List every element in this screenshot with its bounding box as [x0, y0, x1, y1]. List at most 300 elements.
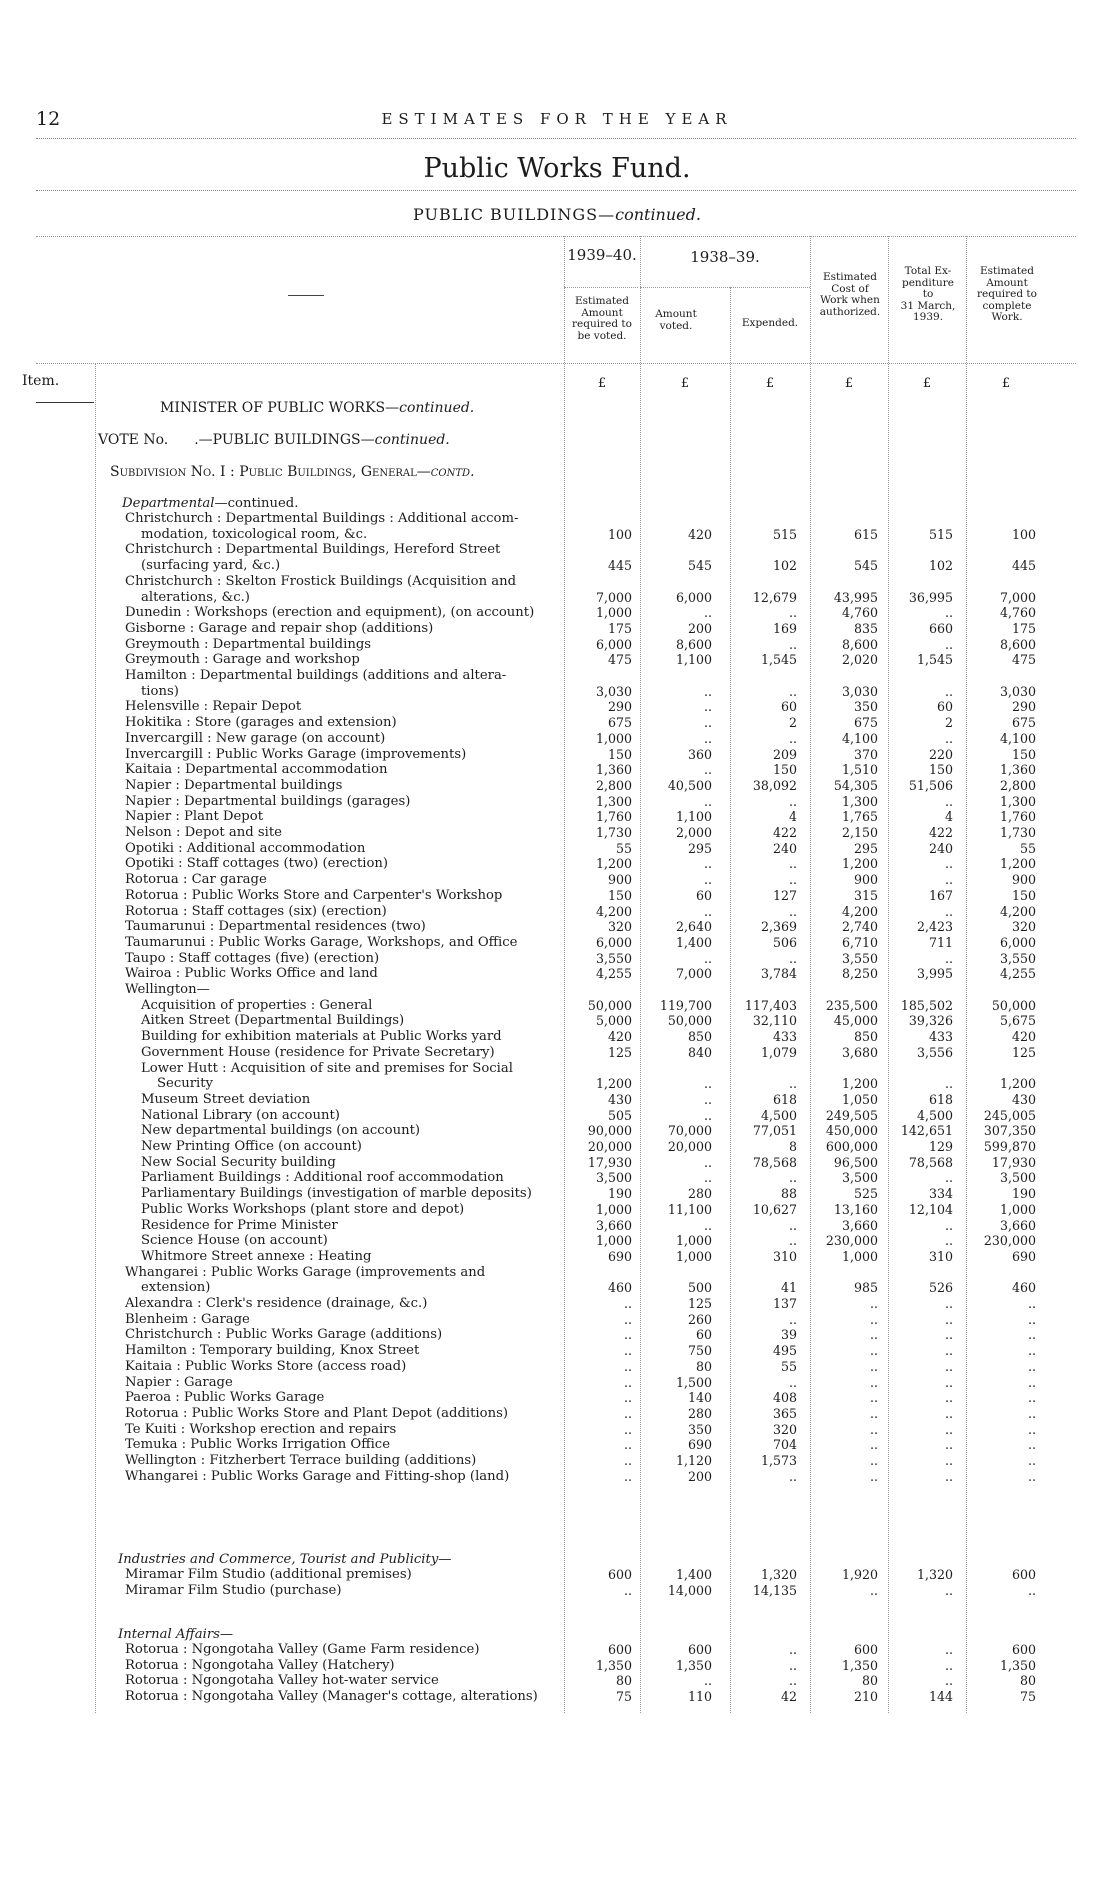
row-value: ..: [623, 1582, 632, 1598]
row-value: 3,500: [841, 1170, 878, 1186]
row-value: 5,000: [595, 1013, 632, 1029]
row-value: ..: [869, 1453, 878, 1468]
header-rule: [36, 138, 1076, 139]
row-description: Aitken Street (Departmental Buildings): [141, 1013, 405, 1029]
row-value: 1,300: [999, 793, 1036, 809]
row-value: 1,350: [999, 1657, 1036, 1673]
row-value: ..: [788, 903, 797, 919]
row-value: ..: [703, 699, 712, 715]
row-value: 430: [607, 1091, 632, 1107]
row-description: Napier : Plant Depot: [125, 809, 263, 825]
row-value: ..: [703, 1107, 712, 1123]
row-description: Rotorua : Ngongotaha Valley hot-water service: [125, 1673, 439, 1689]
row-description: Te Kuiti : Workshop erection and repairs: [125, 1421, 397, 1437]
row-value: 1,350: [675, 1657, 712, 1673]
row-value: 150: [607, 746, 632, 762]
row-value: 150: [1011, 887, 1036, 903]
row-value: ..: [944, 1311, 953, 1327]
row-description: Invercargill : New garage (on account): [125, 730, 386, 746]
row-value: 43,995: [833, 589, 878, 605]
row-value: 2: [944, 715, 953, 731]
row-value: ..: [869, 1437, 878, 1453]
row-value: ..: [703, 1091, 712, 1107]
row-value: 40,500: [667, 777, 712, 793]
col-estimated-cost-header: Estimated Cost of Work when authorized.: [819, 271, 881, 318]
row-value: 1,120: [675, 1453, 712, 1468]
row-value: 17,930: [587, 1154, 632, 1170]
row-value: 3,550: [595, 950, 632, 966]
row-value: 150: [772, 762, 797, 778]
row-value: 3,550: [841, 950, 878, 966]
row-value: 235,500: [825, 997, 878, 1013]
row-value: 2,000: [675, 825, 712, 840]
row-value: 1,000: [675, 1248, 712, 1264]
row-value: 3,660: [595, 1217, 632, 1233]
row-value: 1,100: [675, 652, 712, 668]
row-value: 515: [928, 526, 953, 542]
column-header-bottom-rule: [36, 363, 1076, 364]
row-value: 545: [687, 558, 712, 574]
row-value: 6,000: [595, 934, 632, 950]
row-value: 515: [772, 526, 797, 542]
row-value: 4: [944, 809, 953, 825]
row-value: 4,200: [595, 903, 632, 919]
row-value: 3,680: [841, 1044, 878, 1060]
row-description: Museum Street deviation: [141, 1091, 311, 1107]
row-value: ..: [944, 856, 953, 872]
row-value: 240: [772, 840, 797, 856]
row-value: 3,784: [760, 966, 797, 982]
row-value: 460: [607, 1280, 632, 1296]
row-value: ..: [944, 1296, 953, 1311]
year-a-rule: [564, 287, 638, 288]
row-value: ..: [944, 1217, 953, 1233]
row-value: 4: [788, 809, 797, 825]
row-value: ..: [1027, 1296, 1036, 1311]
row-value: ..: [869, 1343, 878, 1359]
row-description: Science House (on account): [141, 1233, 328, 1249]
row-value: ..: [788, 1374, 797, 1390]
row-value: 1,300: [595, 793, 632, 809]
row-value: 60: [695, 1327, 712, 1343]
row-value: 1,000: [595, 1233, 632, 1249]
page-number: 12: [36, 108, 61, 130]
row-value: 1,000: [675, 1233, 712, 1249]
row-value: 1,200: [841, 1076, 878, 1092]
internal-affairs-heading: Internal Affairs—: [118, 1627, 234, 1642]
col-expended-header: Expended.: [741, 317, 799, 329]
subdivision-heading: Subdivision No. I : Public Buildings, General—contd.: [110, 464, 475, 480]
row-value: 900: [607, 872, 632, 888]
row-value: 307,350: [983, 1123, 1036, 1139]
row-value: 350: [687, 1421, 712, 1437]
row-description: National Library (on account): [141, 1107, 340, 1123]
row-description: Public Works Workshops (plant store and depot): [141, 1201, 465, 1217]
row-value: 310: [772, 1248, 797, 1264]
row-value: 2,150: [841, 825, 878, 840]
row-value: 430: [1011, 1091, 1036, 1107]
row-value: 60: [936, 699, 953, 715]
row-value: 8,600: [841, 636, 878, 652]
row-description: Miramar Film Studio (additional premises): [125, 1567, 412, 1582]
row-value: ..: [703, 950, 712, 966]
row-value: ..: [869, 1296, 878, 1311]
row-value: 6,000: [595, 636, 632, 652]
row-value: 690: [687, 1437, 712, 1453]
row-value: 80: [615, 1673, 632, 1689]
row-description: Residence for Prime Minister: [141, 1217, 338, 1233]
row-value: 840: [687, 1044, 712, 1060]
row-description: Dunedin : Workshops (erection and equipment), (on account): [125, 605, 535, 621]
row-description: Taupo : Staff cottages (five) (erection): [125, 950, 380, 966]
row-value: 526: [928, 1280, 953, 1296]
row-value: ..: [703, 762, 712, 778]
row-description: Rotorua : Staff cottages (six) (erection): [125, 903, 387, 919]
row-value: ..: [944, 1421, 953, 1437]
row-value: 117,403: [744, 997, 797, 1013]
row-value: 545: [853, 558, 878, 574]
row-description: Napier : Departmental buildings (garages): [125, 793, 411, 809]
row-value: 4,200: [841, 903, 878, 919]
row-value: 2,740: [841, 919, 878, 935]
row-value: 167: [928, 887, 953, 903]
row-value: 660: [928, 620, 953, 636]
row-description: Hamilton : Departmental buildings (additions and altera-: [125, 668, 507, 683]
row-value: 850: [687, 1029, 712, 1045]
row-value: 129: [928, 1139, 953, 1154]
row-value: 850: [853, 1029, 878, 1045]
row-value: 475: [1011, 652, 1036, 668]
row-value: 230,000: [983, 1233, 1036, 1249]
row-value: 615: [853, 526, 878, 542]
row-value: ..: [944, 1657, 953, 1673]
row-value: 1,350: [595, 1657, 632, 1673]
row-value: ..: [944, 683, 953, 699]
row-value: 3,550: [999, 950, 1036, 966]
row-value: 13,160: [833, 1201, 878, 1217]
row-description: Building for exhibition materials at Public Works yard: [141, 1029, 502, 1045]
row-description: Helensville : Repair Depot: [125, 699, 302, 715]
row-value: 4,760: [999, 605, 1036, 621]
row-value: 422: [772, 825, 797, 840]
row-value: 150: [928, 762, 953, 778]
row-value: 280: [687, 1405, 712, 1421]
row-value: 1,350: [841, 1657, 878, 1673]
row-value: ..: [869, 1358, 878, 1374]
row-value: 420: [607, 1029, 632, 1045]
row-value: 1,730: [595, 825, 632, 840]
col-amount-voted-header: Amount voted.: [655, 308, 697, 332]
row-value: 8: [788, 1139, 797, 1154]
row-value: ..: [788, 683, 797, 699]
row-value: 125: [607, 1044, 632, 1060]
row-description: Blenheim : Garage: [125, 1311, 250, 1327]
title-rule: [36, 190, 1076, 191]
row-value: 495: [772, 1343, 797, 1359]
row-value: ..: [703, 903, 712, 919]
row-description: Parliament Buildings : Additional roof accommodation: [141, 1170, 504, 1186]
row-value: 10,627: [752, 1201, 797, 1217]
row-value: 1,730: [999, 825, 1036, 840]
row-description: Rotorua : Ngongotaha Valley (Hatchery): [125, 1657, 395, 1673]
row-value: 365: [772, 1405, 797, 1421]
row-value: 185,502: [900, 997, 953, 1013]
row-value: 51,506: [908, 777, 953, 793]
row-value: 1,200: [595, 856, 632, 872]
row-value: ..: [1027, 1453, 1036, 1468]
row-value: 1,545: [916, 652, 953, 668]
row-value: 1,760: [595, 809, 632, 825]
row-value: 433: [772, 1029, 797, 1045]
row-value: 38,092: [752, 777, 797, 793]
row-value: 142,651: [900, 1123, 953, 1139]
row-value: ..: [703, 1154, 712, 1170]
row-value: ..: [944, 950, 953, 966]
row-description: Christchurch : Skelton Frostick Buildings (Acquisition and: [125, 573, 517, 589]
pound-sign: £: [680, 376, 690, 391]
row-value: ..: [944, 1642, 953, 1657]
year-span-rule: [640, 287, 810, 288]
row-value: ..: [788, 950, 797, 966]
row-value: 78,568: [752, 1154, 797, 1170]
row-value: ..: [869, 1374, 878, 1390]
row-value: 45,000: [833, 1013, 878, 1029]
row-value: 3,660: [999, 1217, 1036, 1233]
row-value: ..: [944, 1076, 953, 1092]
row-value: ..: [944, 1673, 953, 1689]
col-estimated-voted-header: Estimated Amount required to be voted.: [572, 295, 632, 342]
pound-sign: £: [922, 376, 932, 391]
row-value: 600: [1011, 1567, 1036, 1582]
row-value: 1,000: [999, 1201, 1036, 1217]
row-description: Hokitika : Store (garages and extension): [125, 715, 397, 731]
row-value: ..: [703, 1170, 712, 1186]
row-value: 50,000: [587, 997, 632, 1013]
row-description-continued: (surfacing yard, &c.): [141, 558, 281, 574]
row-value: 1,200: [841, 856, 878, 872]
row-description: Whangarei : Public Works Garage and Fitting-shop (land): [125, 1468, 510, 1484]
row-value: ..: [944, 1437, 953, 1453]
row-value: 77,051: [752, 1123, 797, 1139]
row-value: 334: [928, 1186, 953, 1202]
row-description: New departmental buildings (on account): [141, 1123, 421, 1139]
row-value: ..: [1027, 1327, 1036, 1343]
row-value: ..: [944, 1405, 953, 1421]
row-value: 3,030: [595, 683, 632, 699]
row-value: ..: [623, 1327, 632, 1343]
row-value: 4,760: [841, 605, 878, 621]
row-value: 900: [1011, 872, 1036, 888]
row-value: ..: [788, 605, 797, 621]
row-value: 75: [615, 1689, 632, 1705]
row-value: 102: [772, 558, 797, 574]
row-value: 505: [607, 1107, 632, 1123]
row-value: 290: [1011, 699, 1036, 715]
row-description: Taumarunui : Departmental residences (two): [125, 919, 426, 935]
row-value: 675: [853, 715, 878, 731]
row-description: Acquisition of properties : General: [141, 997, 373, 1013]
row-value: 240: [928, 840, 953, 856]
row-value: ..: [788, 1233, 797, 1249]
row-value: 210: [853, 1689, 878, 1705]
row-value: 618: [928, 1091, 953, 1107]
row-value: ..: [1027, 1311, 1036, 1327]
row-value: 55: [1019, 840, 1036, 856]
year-b-header: 1938–39.: [690, 248, 760, 266]
row-value: ..: [703, 856, 712, 872]
row-value: 6,000: [999, 934, 1036, 950]
row-value: 1,760: [999, 809, 1036, 825]
row-value: 6,710: [841, 934, 878, 950]
row-value: 1,000: [595, 730, 632, 746]
row-value: 12,104: [908, 1201, 953, 1217]
row-value: 2,800: [999, 777, 1036, 793]
row-value: ..: [623, 1437, 632, 1453]
row-value: 17,930: [991, 1154, 1036, 1170]
row-value: ..: [944, 1468, 953, 1484]
row-value: 150: [607, 887, 632, 903]
row-value: 3,030: [841, 683, 878, 699]
row-value: ..: [623, 1374, 632, 1390]
row-value: ..: [623, 1405, 632, 1421]
row-description: Kaitaia : Public Works Store (access road): [125, 1358, 407, 1374]
row-description-continued: extension): [141, 1280, 211, 1296]
row-description: Whitmore Street annexe : Heating: [141, 1248, 372, 1264]
row-value: ..: [944, 1327, 953, 1343]
row-description: Christchurch : Departmental Buildings : Additional accom-: [125, 511, 519, 526]
row-value: 1,510: [841, 762, 878, 778]
row-value: 320: [1011, 919, 1036, 935]
row-value: 175: [607, 620, 632, 636]
row-value: 260: [687, 1311, 712, 1327]
row-value: 1,320: [916, 1567, 953, 1582]
row-value: 20,000: [667, 1139, 712, 1154]
row-value: 1,320: [760, 1567, 797, 1582]
row-description: Alexandra : Clerk's residence (drainage, &c.): [125, 1296, 428, 1311]
row-value: 420: [1011, 1029, 1036, 1045]
row-value: ..: [788, 1673, 797, 1689]
row-value: 70,000: [667, 1123, 712, 1139]
row-value: ..: [703, 1673, 712, 1689]
row-value: 54,305: [833, 777, 878, 793]
row-value: 4,500: [916, 1107, 953, 1123]
row-value: ..: [869, 1468, 878, 1484]
row-value: 8,600: [675, 636, 712, 652]
row-value: 600: [853, 1642, 878, 1657]
row-value: ..: [623, 1358, 632, 1374]
row-description: Greymouth : Departmental buildings: [125, 636, 372, 652]
row-description: Nelson : Depot and site: [125, 825, 282, 840]
row-value: ..: [703, 715, 712, 731]
row-value: 55: [615, 840, 632, 856]
row-value: 4,200: [999, 903, 1036, 919]
row-value: 55: [780, 1358, 797, 1374]
row-value: 4,100: [841, 730, 878, 746]
row-value: 50,000: [991, 997, 1036, 1013]
column-header-top-rule: [36, 236, 1076, 237]
row-value: 80: [695, 1358, 712, 1374]
row-value: 4,100: [999, 730, 1036, 746]
row-value: 1,200: [999, 1076, 1036, 1092]
row-value: 200: [687, 1468, 712, 1484]
row-value: ..: [788, 1170, 797, 1186]
row-value: 1,000: [595, 605, 632, 621]
row-value: 750: [687, 1343, 712, 1359]
row-value: 525: [853, 1186, 878, 1202]
row-value: 125: [1011, 1044, 1036, 1060]
row-value: 1,400: [675, 934, 712, 950]
row-value: ..: [788, 856, 797, 872]
row-value: ..: [944, 1170, 953, 1186]
row-description: Napier : Departmental buildings: [125, 777, 343, 793]
item-column-label: Item.: [22, 373, 60, 389]
row-value: ..: [944, 1233, 953, 1249]
row-value: 1,500: [675, 1374, 712, 1390]
row-value: 7,000: [675, 966, 712, 982]
row-value: 125: [687, 1296, 712, 1311]
row-description: Temuka : Public Works Irrigation Office: [125, 1437, 390, 1453]
row-value: 127: [772, 887, 797, 903]
pound-sign: £: [765, 376, 775, 391]
row-description: Christchurch : Public Works Garage (additions): [125, 1327, 443, 1343]
row-value: 1,360: [595, 762, 632, 778]
row-value: 200: [687, 620, 712, 636]
row-value: 1,079: [760, 1044, 797, 1060]
row-value: 20,000: [587, 1139, 632, 1154]
row-value: ..: [944, 730, 953, 746]
row-value: 1,573: [760, 1453, 797, 1468]
row-value: 169: [772, 620, 797, 636]
row-value: 2,369: [760, 919, 797, 935]
row-value: 4,255: [595, 966, 632, 982]
row-value: 245,005: [983, 1107, 1036, 1123]
row-value: 75: [1019, 1689, 1036, 1705]
fund-title: Public Works Fund.: [423, 153, 691, 184]
row-value: 32,110: [752, 1013, 797, 1029]
row-value: 144: [928, 1689, 953, 1705]
row-value: ..: [1027, 1405, 1036, 1421]
row-value: ..: [788, 1311, 797, 1327]
row-value: ..: [623, 1468, 632, 1484]
row-value: ..: [869, 1582, 878, 1598]
row-description: New Printing Office (on account): [141, 1139, 362, 1154]
item-column-dash: [36, 402, 94, 403]
row-value: 475: [607, 652, 632, 668]
row-value: 4,255: [999, 966, 1036, 982]
row-value: ..: [944, 872, 953, 888]
row-value: 600: [607, 1642, 632, 1657]
row-value: ..: [703, 872, 712, 888]
row-value: 41: [780, 1280, 797, 1296]
minister-heading: MINISTER OF PUBLIC WORKS—continued.: [160, 400, 475, 416]
row-value: 422: [928, 825, 953, 840]
row-value: 310: [928, 1248, 953, 1264]
row-value: 690: [1011, 1248, 1036, 1264]
row-value: 100: [607, 526, 632, 542]
row-value: ..: [703, 1217, 712, 1233]
row-value: ..: [944, 605, 953, 621]
row-description: Opotiki : Additional accommodation: [125, 840, 366, 856]
row-value: 100: [1011, 526, 1036, 542]
row-value: 3,660: [841, 1217, 878, 1233]
row-value: ..: [869, 1390, 878, 1406]
row-value: ..: [788, 1657, 797, 1673]
row-value: ..: [703, 793, 712, 809]
row-value: ..: [869, 1405, 878, 1421]
row-value: 320: [772, 1421, 797, 1437]
row-value: ..: [788, 793, 797, 809]
row-value: 675: [1011, 715, 1036, 731]
